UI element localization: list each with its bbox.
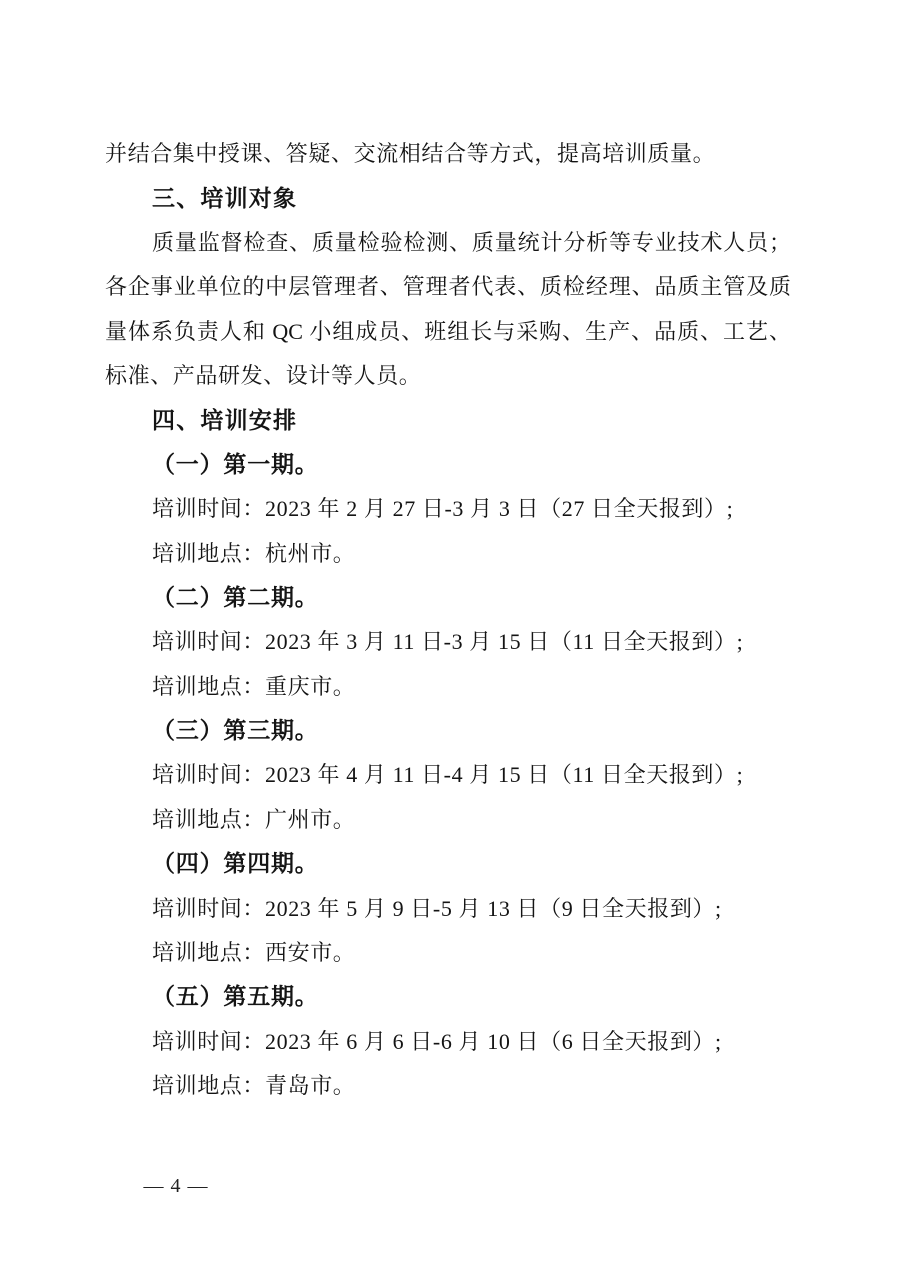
- session-5-location: 培训地点：青岛市。: [152, 1073, 356, 1099]
- session-3-time: 培训时间：2023 年 4 月 11 日-4 月 15 日（11 日全天报到）;: [152, 762, 744, 788]
- training-target-line-1: 质量监督检查、质量检验检测、质量统计分析等专业技术人员；: [152, 229, 791, 255]
- session-2-time: 培训时间：2023 年 3 月 11 日-3 月 15 日（11 日全天报到）;: [152, 629, 744, 655]
- training-target-line-3: 量体系负责人和 QC 小组成员、班组长与采购、生产、品质、工艺、: [105, 318, 791, 344]
- training-target-line-4: 标准、产品研发、设计等人员。: [105, 362, 422, 388]
- session-4-location: 培训地点：西安市。: [152, 940, 356, 966]
- session-1-time: 培训时间：2023 年 2 月 27 日-3 月 3 日（27 日全天报到）;: [152, 496, 734, 522]
- session-2-location: 培训地点：重庆市。: [152, 673, 356, 699]
- section-heading-training-schedule: 四、培训安排: [152, 407, 298, 434]
- session-3-location: 培训地点：广州市。: [152, 806, 356, 832]
- session-2-title: （二）第二期。: [152, 584, 319, 610]
- section-heading-training-target: 三、培训对象: [152, 185, 298, 212]
- document-body: [105, 132, 791, 1109]
- session-4-title: （四）第四期。: [152, 851, 319, 877]
- intro-paragraph-line: 并结合集中授课、答疑、交流相结合等方式，提高培训质量。: [105, 141, 716, 166]
- page-number: — 4 —: [143, 1175, 209, 1197]
- session-5-time: 培训时间：2023 年 6 月 6 日-6 月 10 日（6 日全天报到）;: [152, 1028, 722, 1054]
- session-5-title: （五）第五期。: [152, 984, 319, 1010]
- session-4-time: 培训时间：2023 年 5 月 9 日-5 月 13 日（9 日全天报到）;: [152, 895, 722, 921]
- session-1-title: （一）第一期。: [152, 451, 319, 477]
- session-3-title: （三）第三期。: [152, 718, 319, 744]
- session-1-location: 培训地点：杭州市。: [152, 540, 356, 566]
- training-target-line-2: 各企事业单位的中层管理者、管理者代表、质检经理、品质主管及质: [105, 274, 791, 300]
